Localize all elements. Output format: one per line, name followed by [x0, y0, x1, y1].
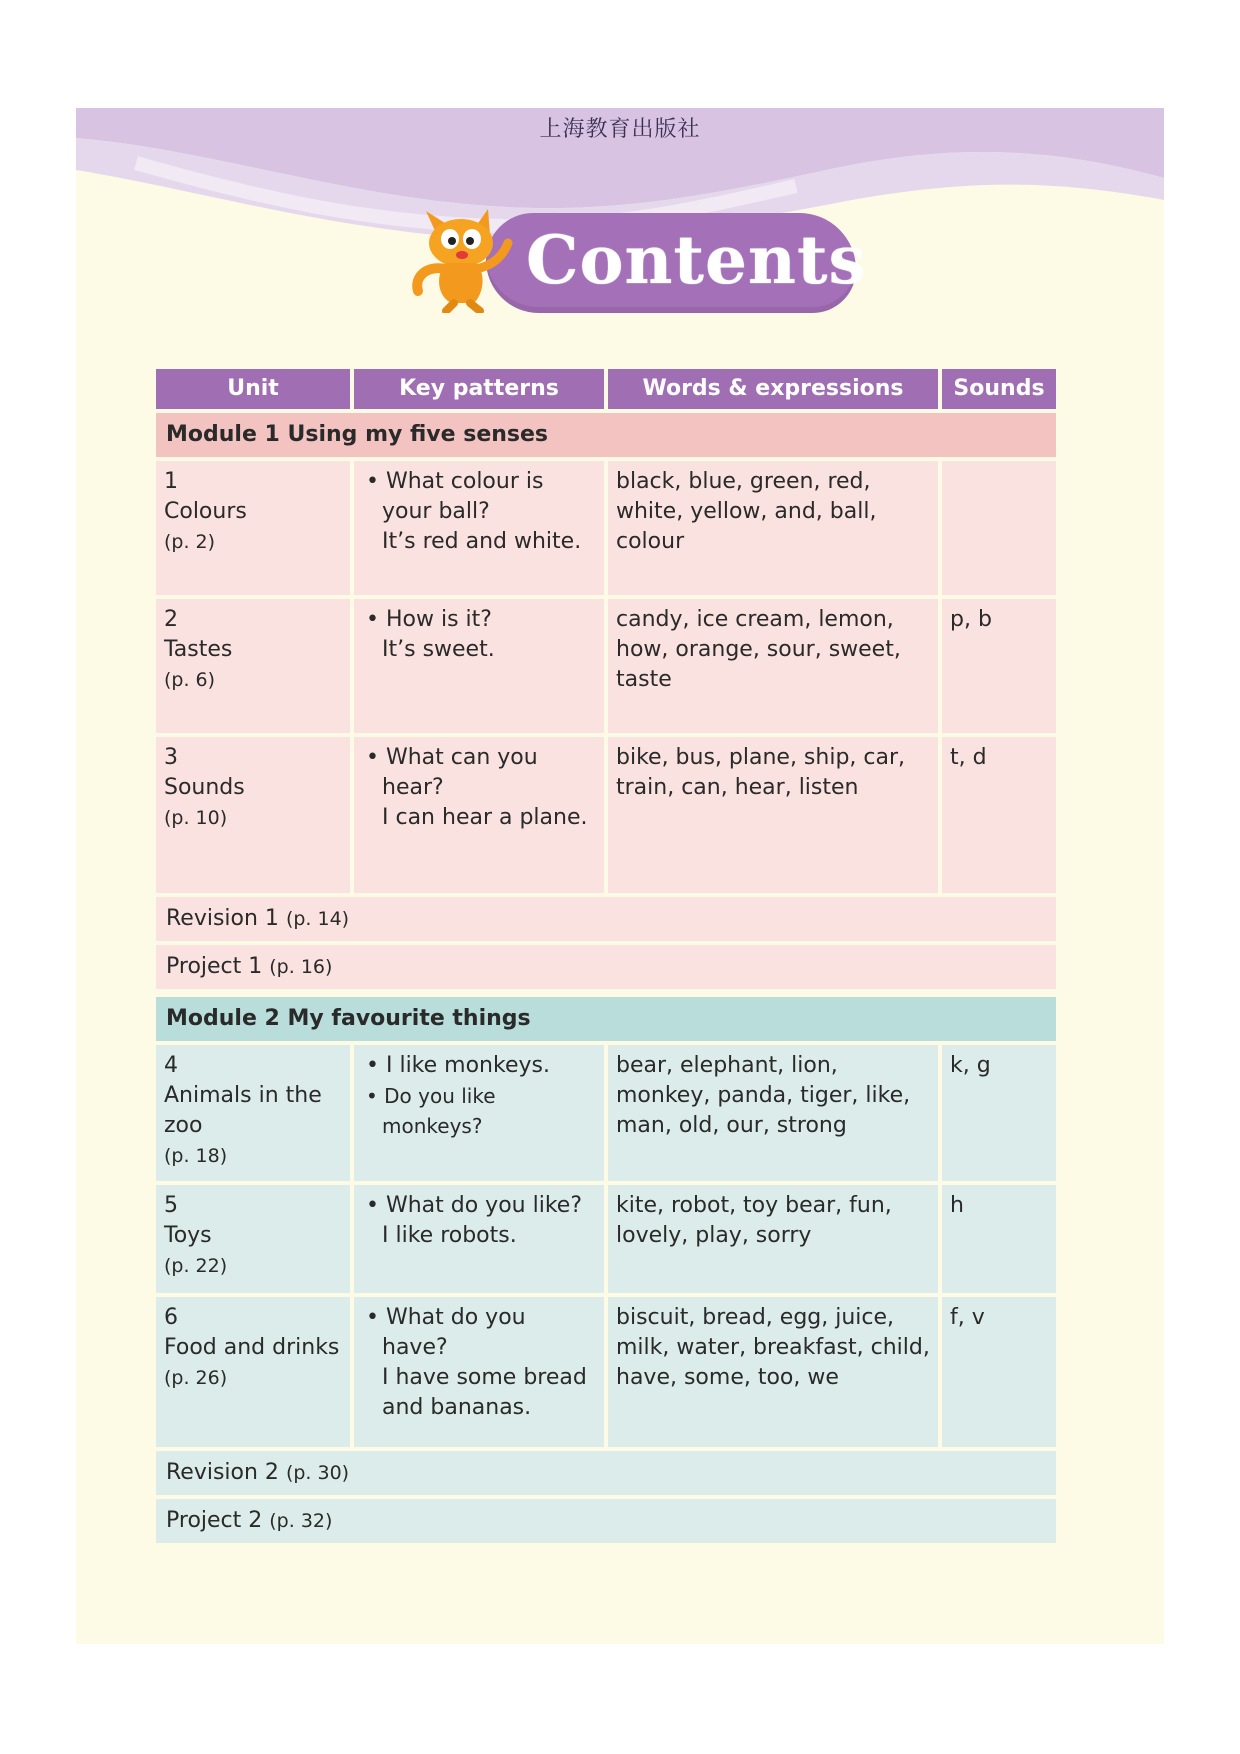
- key-patterns-cell: [354, 461, 604, 595]
- page: [76, 108, 1164, 1644]
- header-sounds: Sounds: [942, 369, 1056, 409]
- unit-page: (p. 6): [164, 669, 216, 691]
- pattern-line: It’s red and white.: [382, 529, 582, 554]
- words-cell: kite, robot, toy bear, fun, lovely, play, sorry: [608, 1185, 938, 1293]
- unit-cell: [156, 461, 350, 595]
- pattern-line: your ball?: [382, 499, 490, 524]
- project-page: (p. 32): [269, 1510, 333, 1532]
- table-row: [156, 461, 1056, 595]
- contents-title: Contents: [526, 221, 867, 299]
- key-patterns-cell: [354, 737, 604, 893]
- revision-page: (p. 14): [285, 908, 350, 930]
- revision-page: (p. 30): [285, 1462, 350, 1484]
- sounds-cell: f, v: [942, 1297, 1056, 1447]
- sounds-cell: k, g: [942, 1045, 1056, 1181]
- project-row: [156, 1499, 1056, 1543]
- project-row: [156, 945, 1056, 989]
- revision-label: Revision 1: [166, 906, 279, 931]
- table-row: [156, 599, 1056, 733]
- pattern-line: • What can you hear?: [366, 745, 538, 800]
- unit-cell: [156, 1297, 350, 1447]
- table-row: [156, 1185, 1056, 1293]
- pattern-line: • What do you have?: [366, 1305, 526, 1360]
- table-row: [156, 1045, 1056, 1181]
- publisher-name: 上海教育出版社: [539, 117, 701, 142]
- project-label: Project 2: [166, 1508, 263, 1533]
- project-cell: [156, 1499, 1056, 1543]
- project-page: (p. 16): [269, 956, 333, 978]
- sounds-cell: [942, 461, 1056, 595]
- unit-cell: [156, 1045, 350, 1181]
- revision-row: [156, 1451, 1056, 1495]
- module-title: Module 1 Using my five senses: [156, 413, 1056, 457]
- pattern-line: • What do you like?: [366, 1193, 582, 1218]
- header-words-expressions: Words & expressions: [608, 369, 938, 409]
- pattern-line: • What colour is: [366, 469, 544, 494]
- unit-number: 4: [164, 1053, 178, 1078]
- revision-cell: [156, 1451, 1056, 1495]
- table-header-row: [156, 369, 1056, 409]
- unit-page: (p. 18): [164, 1145, 228, 1167]
- unit-number: 6: [164, 1305, 178, 1330]
- project-cell: [156, 945, 1056, 989]
- pattern-line: • Do you like monkeys?: [366, 1084, 496, 1138]
- contents-title-banner: [346, 203, 866, 333]
- module-2-section: [156, 997, 1056, 1543]
- unit-name: Toys: [164, 1223, 212, 1248]
- unit-page: (p. 2): [164, 531, 216, 553]
- key-patterns-cell: [354, 1185, 604, 1293]
- key-patterns-cell: [354, 599, 604, 733]
- pattern-line: • How is it?: [366, 607, 492, 632]
- unit-number: 2: [164, 607, 178, 632]
- project-label: Project 1: [166, 954, 263, 979]
- unit-name: Colours: [164, 499, 247, 524]
- sounds-cell: h: [942, 1185, 1056, 1293]
- module-title: Module 2 My favourite things: [156, 997, 1056, 1041]
- unit-page: (p. 10): [164, 807, 228, 829]
- revision-cell: [156, 897, 1056, 941]
- pattern-line: • I like monkeys.: [366, 1053, 550, 1078]
- words-cell: candy, ice cream, lemon, how, orange, sour, sweet, taste: [608, 599, 938, 733]
- table-row: [156, 1297, 1056, 1447]
- unit-cell: [156, 599, 350, 733]
- words-cell: bear, elephant, lion, monkey, panda, tiger, like, man, old, our, strong: [608, 1045, 938, 1181]
- key-patterns-cell: [354, 1045, 604, 1181]
- key-patterns-cell: [354, 1297, 604, 1447]
- unit-name: Sounds: [164, 775, 245, 800]
- header-unit: Unit: [156, 369, 350, 409]
- unit-page: (p. 22): [164, 1255, 228, 1277]
- revision-row: [156, 897, 1056, 941]
- unit-number: 5: [164, 1193, 178, 1218]
- revision-label: Revision 2: [166, 1460, 279, 1485]
- unit-name: Food and drinks: [164, 1335, 340, 1360]
- unit-name: Animals in the zoo: [164, 1083, 322, 1138]
- table-row: [156, 737, 1056, 893]
- words-cell: biscuit, bread, egg, juice, milk, water, breakfast, child, have, some, too, we: [608, 1297, 938, 1447]
- pattern-line: I can hear a plane.: [382, 805, 588, 830]
- pattern-line: I have some bread and bananas.: [382, 1365, 587, 1420]
- unit-cell: [156, 737, 350, 893]
- unit-number: 1: [164, 469, 178, 494]
- unit-page: (p. 26): [164, 1367, 228, 1389]
- orange-cat-mascot-icon: [396, 203, 516, 313]
- pattern-line: It’s sweet.: [382, 637, 495, 662]
- unit-name: Tastes: [164, 637, 233, 662]
- words-cell: black, blue, green, red, white, yellow, and, ball, colour: [608, 461, 938, 595]
- contents-table: [152, 365, 1060, 1547]
- unit-number: 3: [164, 745, 178, 770]
- sounds-cell: p, b: [942, 599, 1056, 733]
- header-key-patterns: Key patterns: [354, 369, 604, 409]
- sounds-cell: t, d: [942, 737, 1056, 893]
- unit-cell: [156, 1185, 350, 1293]
- words-cell: bike, bus, plane, ship, car, train, can, hear, listen: [608, 737, 938, 893]
- pattern-line: I like robots.: [382, 1223, 517, 1248]
- module-1-section: [156, 413, 1056, 993]
